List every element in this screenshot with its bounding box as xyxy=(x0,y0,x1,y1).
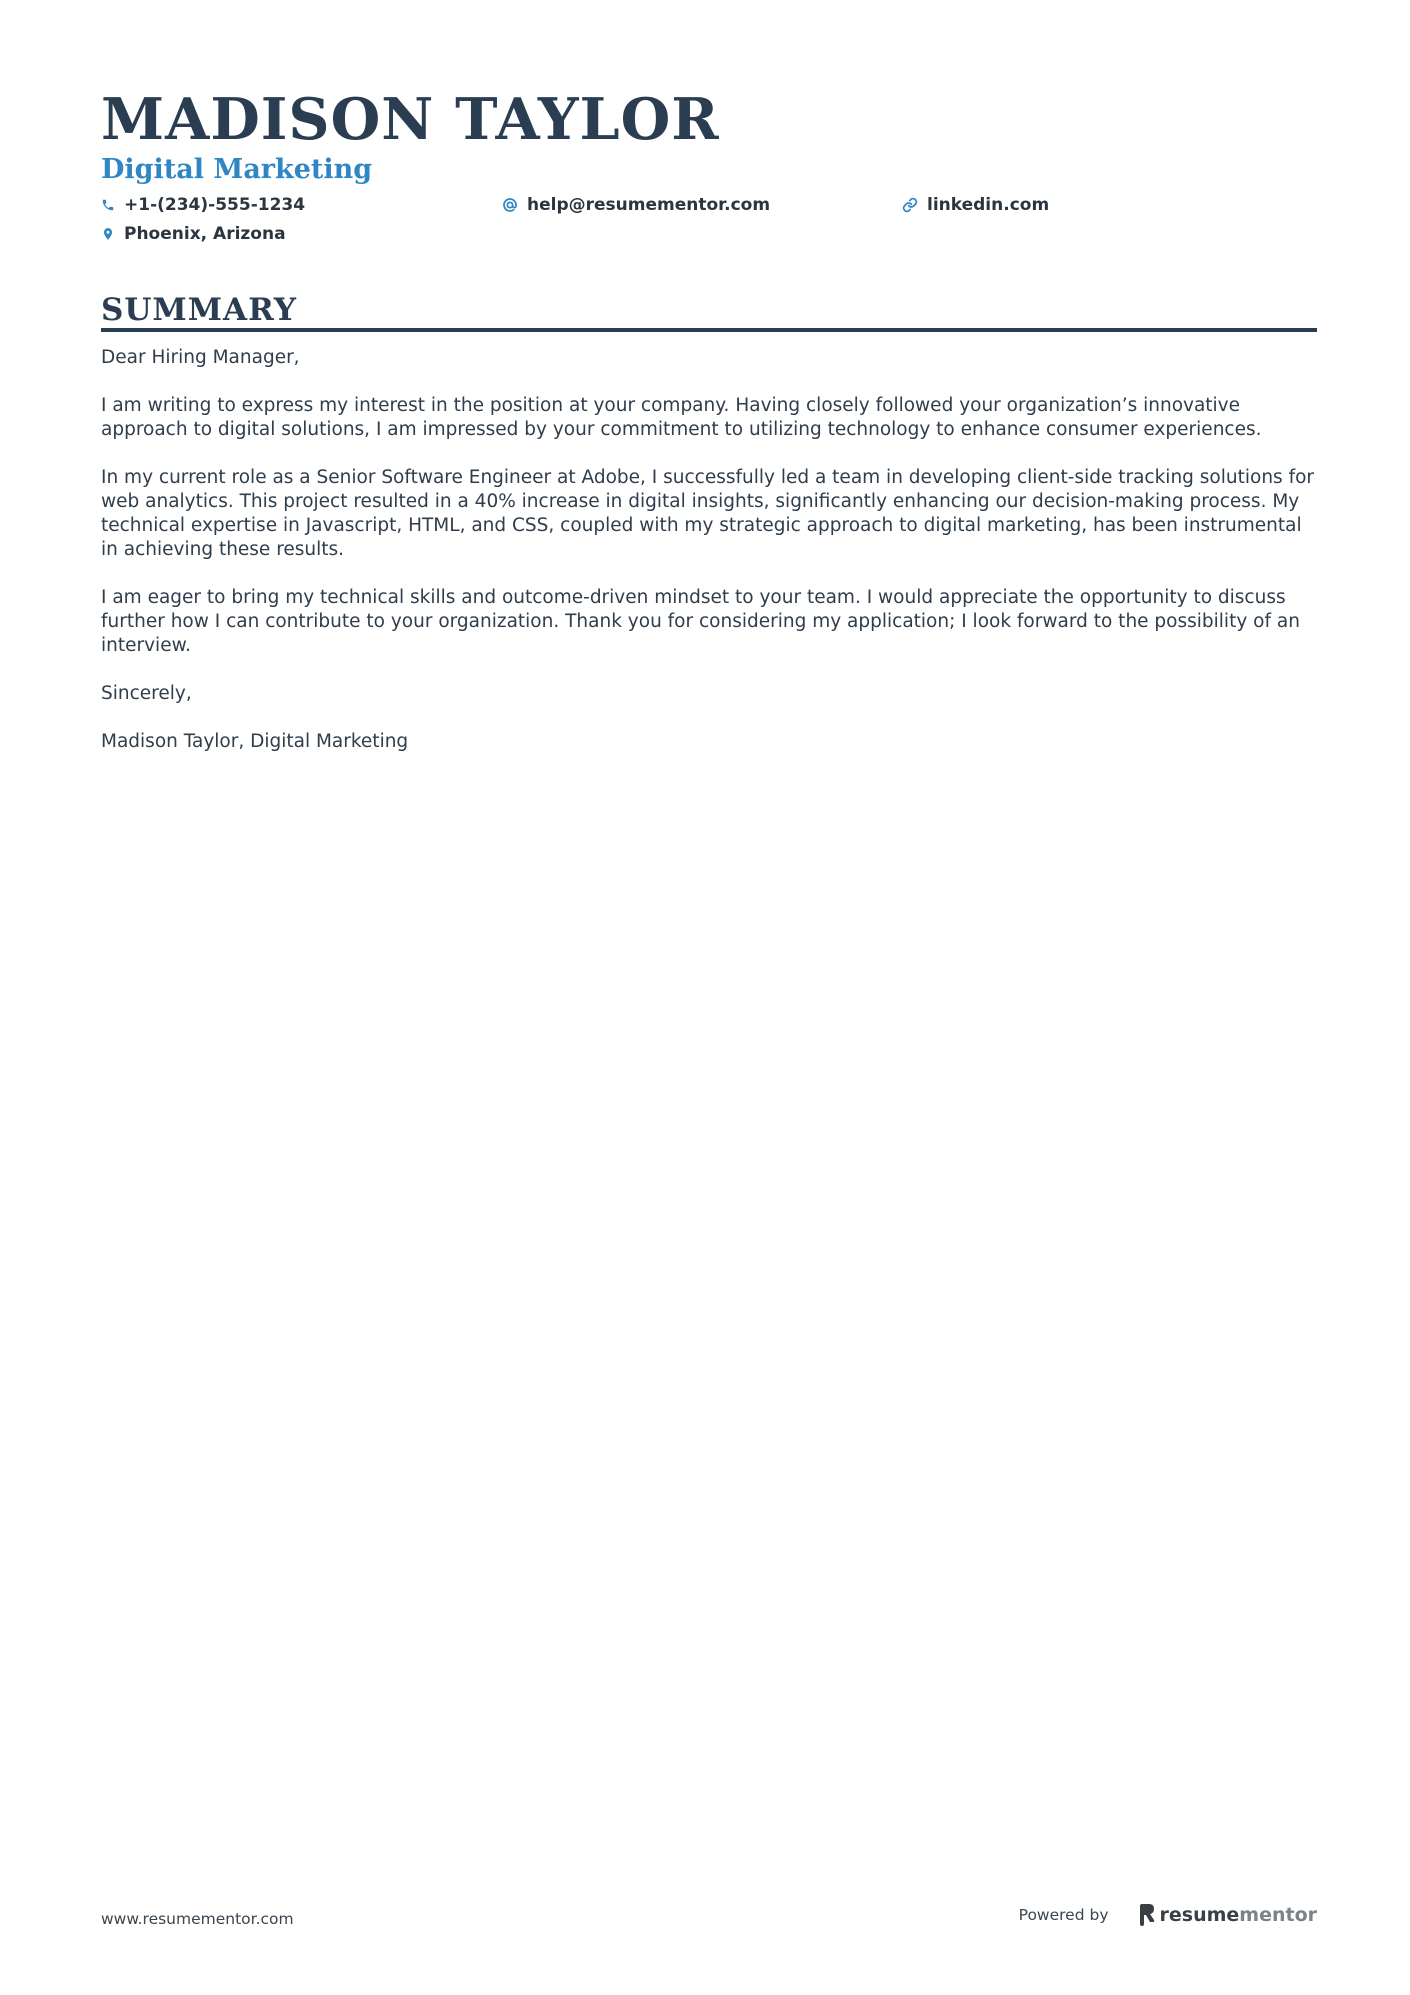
resumementor-logo[interactable] xyxy=(1139,1904,1318,1926)
candidate-name: MADISON TAYLOR xyxy=(101,86,720,153)
letter-paragraph: I am writing to express my interest in the position at your company. Having closely followed your organization’s innovative approach to digital solutions, I am impressed by your commitment to utilizing technology to enhance consumer experiences. xyxy=(101,395,1262,440)
phone-icon xyxy=(101,198,115,212)
email-text[interactable]: help@resumementor.com xyxy=(527,195,771,215)
logo-wordmark: resumementor xyxy=(1159,1904,1317,1926)
contact-location xyxy=(101,222,286,246)
section-divider xyxy=(101,328,1317,332)
letter-closing: Sincerely, xyxy=(101,683,192,704)
powered-by-label: Powered by xyxy=(1018,1906,1109,1924)
letter-paragraph: In my current role as a Senior Software Engineer at Adobe, I successfully led a team in developing client-side tracking solutions for web analytics. This project resulted in a 40% increase in digital insights, significantly enhancing our decision-making process. My technical expertise in Javascript, HTML, and CSS, coupled with my strategic approach to digital marketing, has been instrumental in achieving these results. xyxy=(101,467,1315,560)
footer-branding xyxy=(1019,1904,1317,1926)
letter-salutation: Dear Hiring Manager, xyxy=(101,347,300,368)
phone-text: +1-(234)-555-1234 xyxy=(124,195,306,215)
job-title: Digital Marketing xyxy=(101,154,373,185)
contact-email[interactable] xyxy=(502,193,770,217)
cover-letter-page xyxy=(101,0,1317,1995)
link-icon xyxy=(902,197,918,213)
letter-body xyxy=(101,346,1317,778)
letter-signature: Madison Taylor, Digital Marketing xyxy=(101,731,409,752)
at-icon xyxy=(502,197,518,213)
map-pin-icon xyxy=(101,226,115,242)
letter-paragraph: I am eager to bring my technical skills and outcome-driven mindset to your team. I would appreciate the opportunity to discuss further how I can contribute to your organization. Thank you for considering my application; I look forward to the possibility of an interview. xyxy=(101,587,1300,656)
contact-link[interactable] xyxy=(902,193,1049,217)
section-heading: SUMMARY xyxy=(101,292,298,328)
contact-phone xyxy=(101,193,305,217)
logo-mark-icon xyxy=(1139,1904,1155,1926)
footer-website[interactable]: www.resumementor.com xyxy=(101,1910,294,1928)
link-text[interactable]: linkedin.com xyxy=(927,195,1050,215)
location-text: Phoenix, Arizona xyxy=(124,224,286,244)
